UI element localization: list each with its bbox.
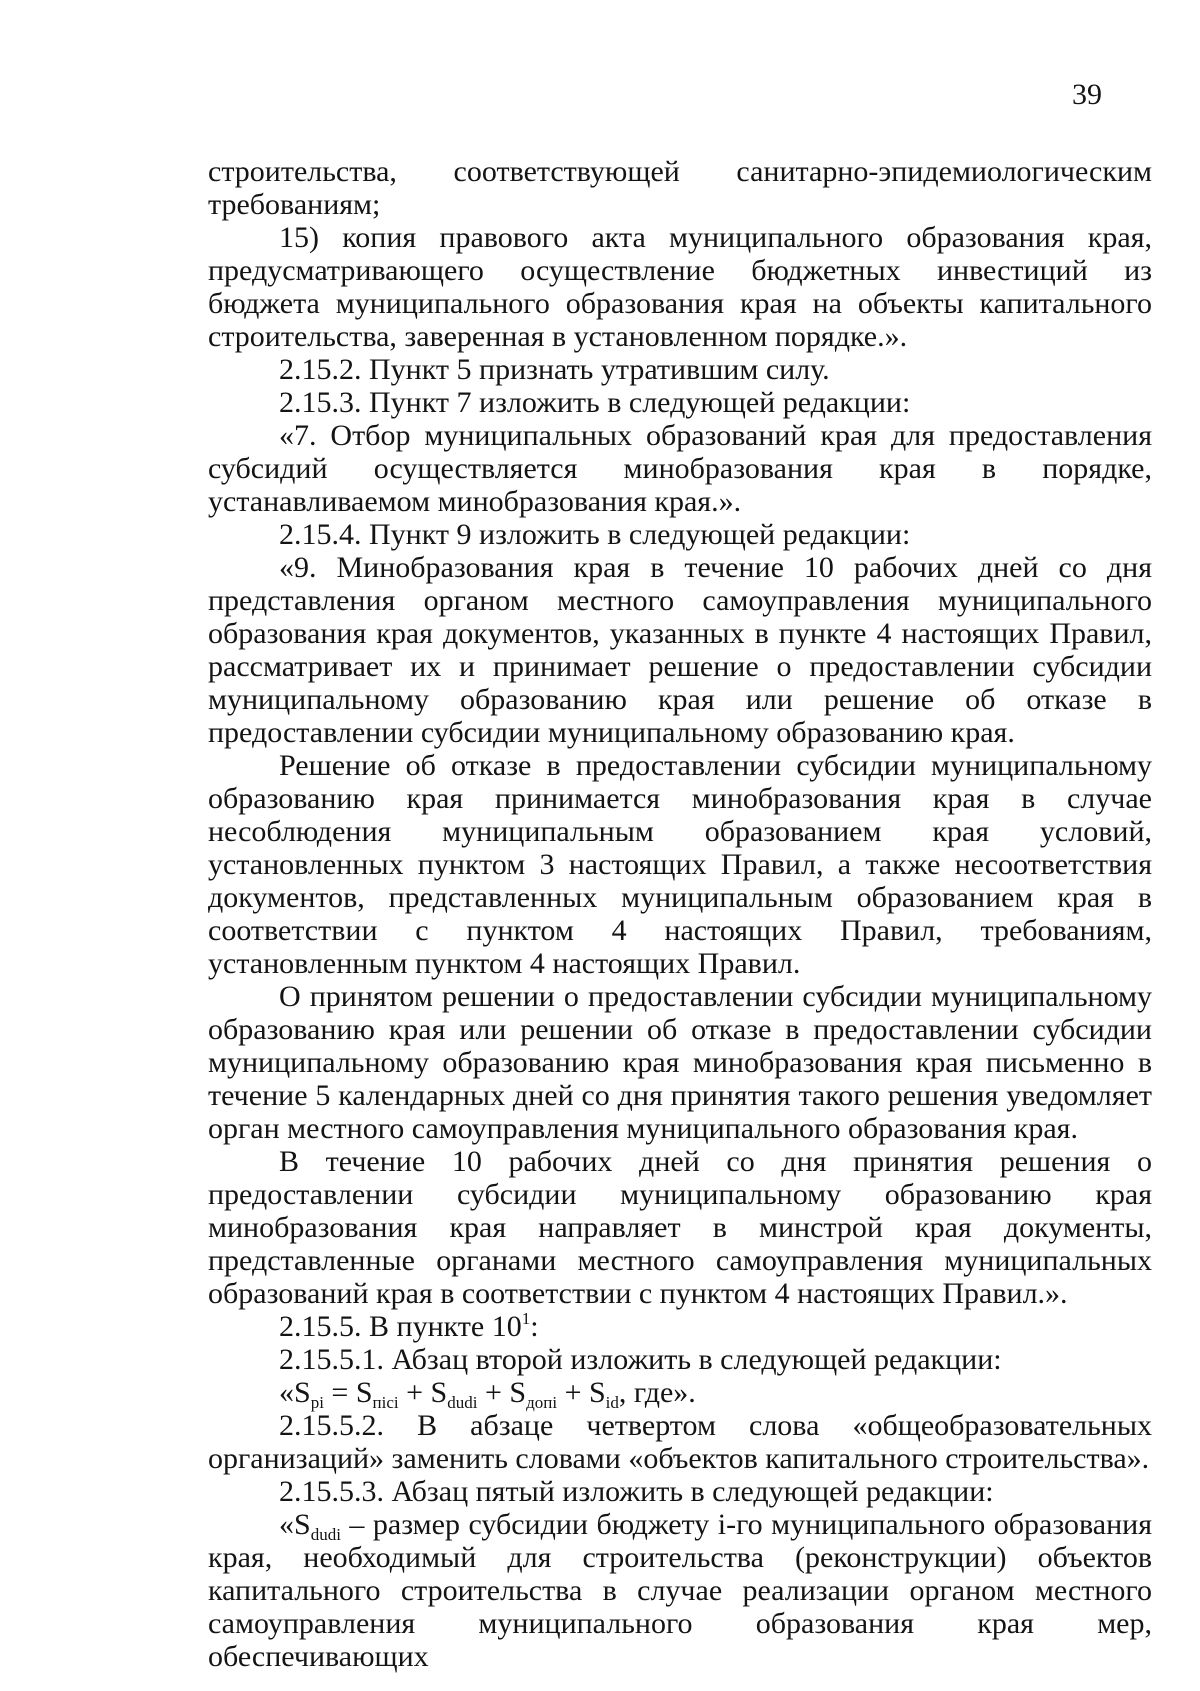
subscript: допi (526, 1393, 558, 1412)
subscript: id (605, 1393, 619, 1412)
paragraph: 2.15.3. Пункт 7 изложить в следующей редакции: (279, 386, 911, 419)
superscript: 1 (521, 1309, 531, 1328)
subscript: пici (372, 1393, 399, 1412)
formula-text: + S (477, 1376, 527, 1409)
formula-text: + S (557, 1376, 606, 1409)
paragraph-text: : (530, 1310, 539, 1343)
formula-text: «S (279, 1376, 311, 1409)
paragraph-text: 2.15.5. В пункте 10 (279, 1310, 522, 1343)
subscript: pi (310, 1393, 324, 1412)
paragraph (208, 1508, 1152, 1673)
paragraph-text: – размер субсидии бюджету i-го муниципального образования края, необходимый для строительства (реконструкции) объектов капитального строительства в случае реализации органом местного самоуправления муниципального образования края мер, обеспечивающих (208, 1508, 1152, 1673)
paragraph: Решение об отказе в предоставлении субсидии муниципальному образованию края принимается минобразования края в случае несоблюдения муниципальным образованием края условий, установленных пунктом 3 настоящих Правил, а также несоответствия документов, представленных муниципальным образованием края в соответствии с пунктом 4 настоящих Правил, требованиям, установленным пунктом 4 настоящих Правил. (208, 749, 1152, 980)
paragraph-text: «S (279, 1508, 311, 1541)
paragraph: О принятом решении о предоставлении субсидии муниципальному образованию края или решении об отказе в предоставлении субсидии муниципальному образованию края минобразования края письменно в течение 5 календарных дней со дня принятия такого решения уведомляет орган местного самоуправления муниципального образования края. (208, 980, 1152, 1145)
paragraph: 2.15.4. Пункт 9 изложить в следующей редакции: (279, 518, 911, 551)
paragraph: строительства, соответствующей санитарно-эпидемиологическим требованиям; (208, 155, 1152, 221)
paragraph: В течение 10 рабочих дней со дня принятия решения о предоставлении субсидии муниципальному образованию края минобразования края направляет в минстрой края документы, представленные органами местного самоуправления муниципальных образований края в соответствии с пунктом 4 настоящих Правил.». (208, 1145, 1152, 1310)
formula-text: , где». (618, 1376, 696, 1409)
paragraph: 2.15.5.3. Абзац пятый изложить в следующей редакции: (279, 1475, 994, 1508)
document-body (208, 155, 1152, 1673)
paragraph: 2.15.5.1. Абзац второй изложить в следующей редакции: (279, 1343, 1002, 1376)
paragraph: «7. Отбор муниципальных образований края для предоставления субсидий осуществляется минобразования края в порядке, устанавливаемом минобразования края.». (208, 419, 1152, 518)
formula-line (208, 1376, 1152, 1412)
paragraph: 2.15.5.2. В абзаце четвертом слова «общеобразовательных организаций» заменить словами «объектов капитального строительства». (208, 1409, 1152, 1475)
paragraph: «9. Минобразования края в течение 10 рабочих дней со дня представления органом местного самоуправления муниципального образования края документов, указанных в пункте 4 настоящих Правил, рассматривает их и принимает решение о предоставлении субсидии муниципальному образованию края или решение об отказе в предоставлении субсидии муниципальному образованию края. (208, 551, 1152, 749)
formula-text: + S (398, 1376, 448, 1409)
paragraph: 2.15.2. Пункт 5 признать утратившим силу. (279, 353, 830, 386)
subscript: dudi (447, 1393, 478, 1412)
paragraph: 15) копия правового акта муниципального образования края, предусматривающего осуществление бюджетных инвестиций из бюджета муниципального образования края на объекты капитального строительства, заверенная в установленном порядке.». (208, 221, 1152, 353)
paragraph (208, 1310, 1152, 1343)
page-number: 39 (1072, 78, 1102, 111)
formula-text: = S (323, 1376, 373, 1409)
subscript: dudi (310, 1525, 341, 1544)
